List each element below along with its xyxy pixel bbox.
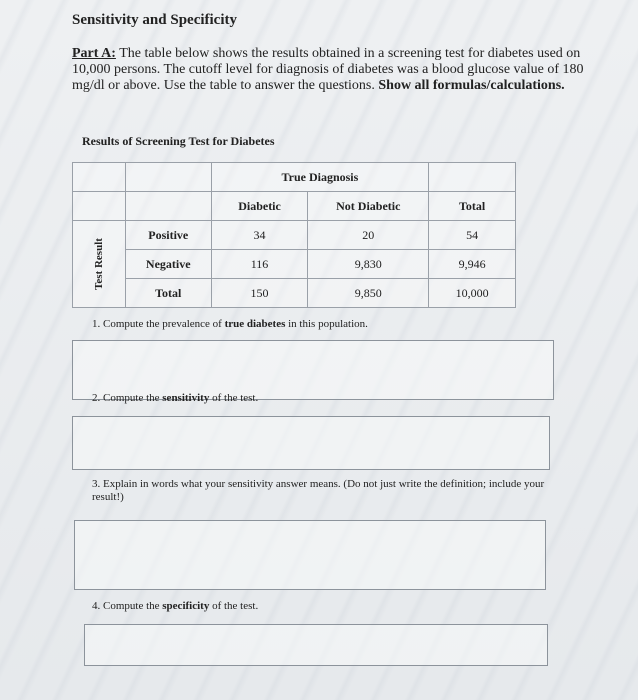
question-text: of the test. bbox=[212, 600, 259, 612]
table-row bbox=[73, 250, 516, 279]
row-label-total: Total bbox=[125, 279, 211, 308]
part-emphasis: Show all formulas/calculations. bbox=[378, 78, 565, 93]
cell-value: 9,850 bbox=[308, 279, 429, 308]
question-2 bbox=[92, 392, 258, 404]
answer-box-2[interactable] bbox=[72, 416, 550, 470]
cell-value: 9,946 bbox=[429, 250, 516, 279]
question-emphasis: true diabetes bbox=[224, 318, 286, 330]
true-diagnosis-header: True Diagnosis bbox=[211, 163, 429, 192]
table-blank-cell bbox=[429, 163, 516, 192]
row-label-positive: Positive bbox=[125, 221, 211, 250]
question-text: in this population. bbox=[288, 318, 368, 330]
page-title: Sensitivity and Specificity bbox=[72, 12, 238, 28]
cell-value: 54 bbox=[429, 221, 516, 250]
part-label: Part A: bbox=[72, 46, 116, 61]
question-number: 4. bbox=[92, 600, 101, 612]
test-result-label bbox=[73, 221, 126, 308]
question-number: 1. bbox=[92, 318, 101, 330]
col-header-total: Total bbox=[429, 192, 516, 221]
table-header-row bbox=[73, 163, 516, 192]
question-text: Explain in words what your sensitivity answer means. (Do not just write the definition; include your result!) bbox=[92, 478, 545, 503]
table-column-header-row bbox=[73, 192, 516, 221]
question-emphasis: sensitivity bbox=[162, 392, 210, 404]
table-row bbox=[73, 279, 516, 308]
question-1 bbox=[92, 318, 368, 330]
question-text: Compute the bbox=[103, 600, 160, 612]
answer-box-3[interactable] bbox=[74, 520, 546, 590]
question-text: of the test. bbox=[212, 392, 259, 404]
part-text: The table below shows the results obtained in a screening test for diabetes used on 10,000 persons. The cutoff level for diagnosis of diabetes was a blood glucose value of 180 mg/dl or above. Use the table to answer the questions. bbox=[72, 46, 584, 93]
question-text: Compute the prevalence of bbox=[103, 318, 222, 330]
cell-value: 150 bbox=[211, 279, 308, 308]
results-table bbox=[72, 162, 516, 308]
question-4 bbox=[92, 600, 258, 612]
cell-value: 34 bbox=[211, 221, 308, 250]
row-label-negative: Negative bbox=[125, 250, 211, 279]
answer-box-4[interactable] bbox=[84, 624, 548, 666]
cell-value: 9,830 bbox=[308, 250, 429, 279]
table-blank-cell bbox=[125, 192, 211, 221]
cell-value: 116 bbox=[211, 250, 308, 279]
question-3 bbox=[92, 478, 562, 504]
table-caption: Results of Screening Test for Diabetes bbox=[82, 134, 275, 148]
cell-value: 20 bbox=[308, 221, 429, 250]
col-header-diabetic: Diabetic bbox=[211, 192, 308, 221]
col-header-not-diabetic: Not Diabetic bbox=[308, 192, 429, 221]
question-emphasis: specificity bbox=[162, 600, 210, 612]
answer-box-1[interactable] bbox=[72, 340, 554, 400]
cell-value: 10,000 bbox=[429, 279, 516, 308]
table-corner-cell bbox=[73, 163, 126, 192]
test-result-text: Test Result bbox=[92, 238, 105, 290]
table-row bbox=[73, 221, 516, 250]
table-blank-cell bbox=[73, 192, 126, 221]
instructions-paragraph bbox=[72, 46, 612, 94]
question-text: Compute the bbox=[103, 392, 160, 404]
question-number: 2. bbox=[92, 392, 101, 404]
question-number: 3. bbox=[92, 478, 101, 490]
table-corner-cell bbox=[125, 163, 211, 192]
